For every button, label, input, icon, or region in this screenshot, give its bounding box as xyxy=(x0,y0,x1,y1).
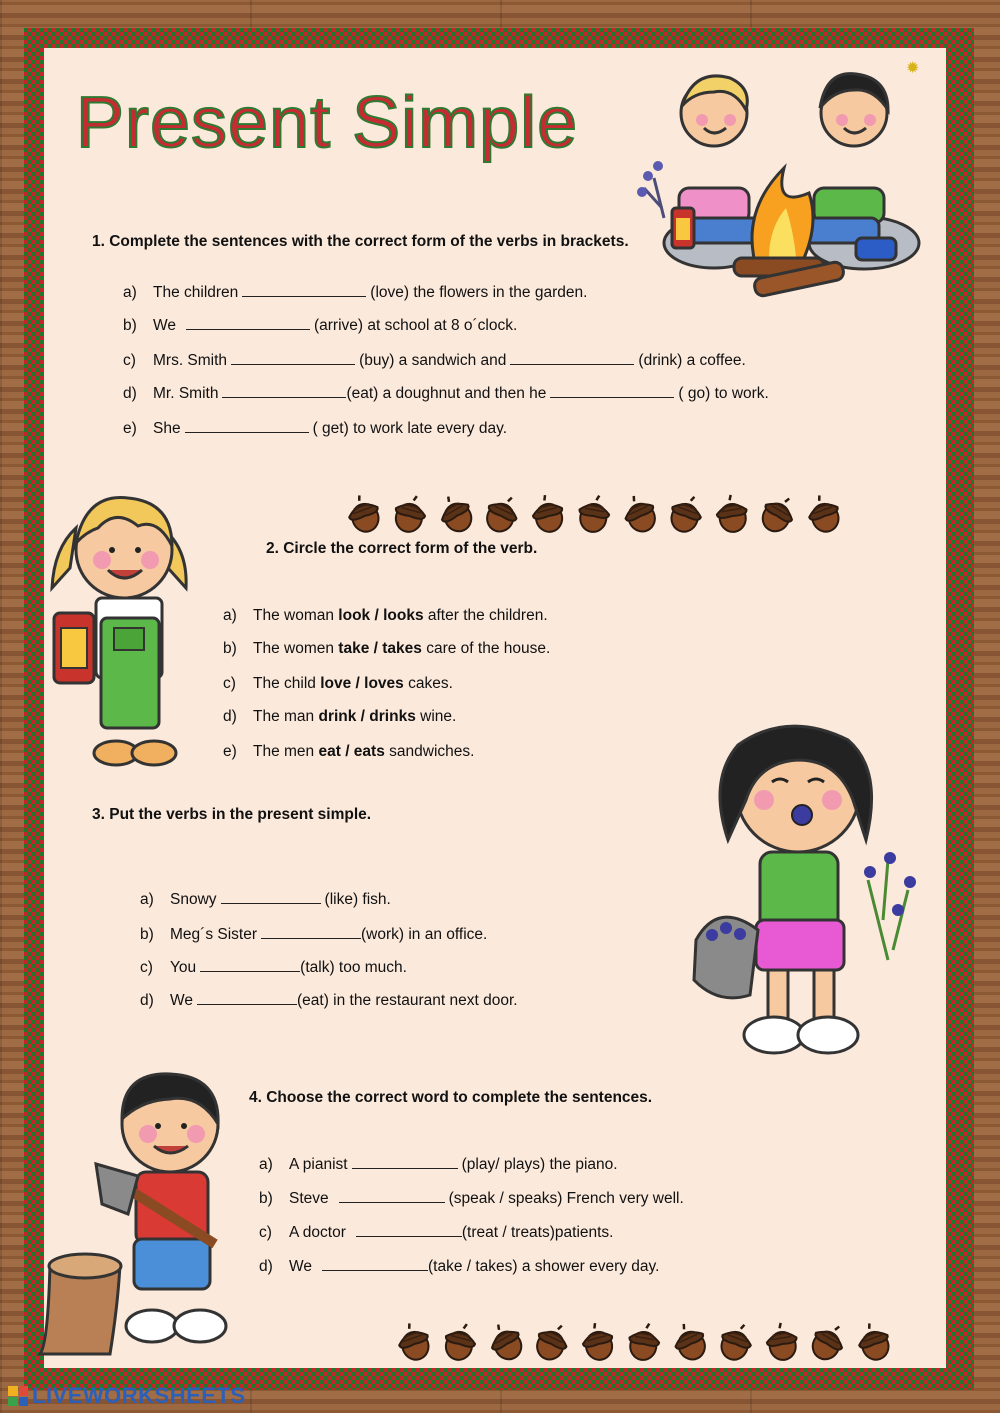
answer-blank[interactable] xyxy=(550,384,674,398)
acorn-icon xyxy=(392,494,428,539)
section-3-item-c: c) You (talk) too much. xyxy=(140,959,407,976)
acorn-icon xyxy=(484,494,520,539)
watermark-text: LIVEWORKSHEETS xyxy=(32,1383,246,1408)
answer-blank[interactable] xyxy=(197,991,297,1005)
acorn-icon xyxy=(718,1322,754,1367)
section-1-item-d: d) Mr. Smith (eat) a doughnut and then he ( go) to work. xyxy=(123,385,769,402)
section-2-instruction: 2. Circle the correct form of the verb. xyxy=(266,540,538,557)
logo-mark-icon xyxy=(8,1386,28,1406)
section-1-instruction: 1. Complete the sentences with the correct form of the verbs in brackets. xyxy=(92,233,629,250)
acorn-icon xyxy=(576,494,612,539)
acorn-icon xyxy=(438,494,474,539)
verb-choice[interactable]: eat / eats xyxy=(318,743,385,760)
answer-blank[interactable] xyxy=(352,1155,458,1169)
answer-blank[interactable] xyxy=(200,958,300,972)
section-2-item-e: e) The men eat / eats sandwiches. xyxy=(223,743,475,760)
section-4-item-a: a) A pianist (play/ plays) the piano. xyxy=(259,1156,618,1173)
section-4-item-d: d) We (take / takes) a shower every day. xyxy=(259,1258,660,1275)
acorn-icon xyxy=(346,494,382,539)
answer-blank[interactable] xyxy=(510,351,634,365)
section-1-item-e: e) She ( get) to work late every day. xyxy=(123,420,507,437)
section-4-item-b: b) Steve (speak / speaks) French very well. xyxy=(259,1190,684,1207)
liveworksheets-logo xyxy=(8,1383,246,1409)
acorn-icon xyxy=(810,1322,846,1367)
acorn-icon xyxy=(580,1322,616,1367)
answer-blank[interactable] xyxy=(242,283,366,297)
section-1-item-a: a) The children (love) the flowers in the garden. xyxy=(123,284,588,301)
girl-with-berries-illustration xyxy=(688,720,928,1065)
acorn-icon xyxy=(668,494,704,539)
boy-with-axe-illustration xyxy=(30,1064,230,1364)
acorn-icon xyxy=(714,494,750,539)
section-2-item-c: c) The child love / loves cakes. xyxy=(223,675,453,692)
verb-choice[interactable]: take / takes xyxy=(338,640,422,657)
verb-choice[interactable]: love / loves xyxy=(320,675,404,692)
acorn-icon xyxy=(806,494,842,539)
section-1-item-b: b) We (arrive) at school at 8 o´clock. xyxy=(123,317,518,334)
acorn-icon xyxy=(534,1322,570,1367)
answer-blank[interactable] xyxy=(339,1189,445,1203)
section-2-item-d: d) The man drink / drinks wine. xyxy=(223,708,457,725)
verb-choice[interactable]: look / looks xyxy=(338,607,424,624)
bee-icon: ✹ xyxy=(906,60,920,77)
answer-blank[interactable] xyxy=(261,925,361,939)
section-1-item-c: c) Mrs. Smith (buy) a sandwich and (drink) a coffee. xyxy=(123,352,746,369)
acorn-icon xyxy=(856,1322,892,1367)
acorn-border-top xyxy=(346,494,842,539)
answer-blank[interactable] xyxy=(231,351,355,365)
acorn-icon xyxy=(530,494,566,539)
section-2-item-b: b) The women take / takes care of the house. xyxy=(223,640,551,657)
answer-blank[interactable] xyxy=(186,316,310,330)
section-3-item-b: b) Meg´s Sister (work) in an office. xyxy=(140,926,488,943)
section-3-instruction: 3. Put the verbs in the present simple. xyxy=(92,806,372,823)
acorn-icon xyxy=(488,1322,524,1367)
answer-blank[interactable] xyxy=(222,384,346,398)
acorn-icon xyxy=(396,1322,432,1367)
campfire-kids-illustration xyxy=(634,58,934,298)
acorn-icon xyxy=(672,1322,708,1367)
section-2-item-a: a) The woman look / looks after the children. xyxy=(223,607,548,624)
acorn-icon xyxy=(626,1322,662,1367)
section-3-item-a: a) Snowy (like) fish. xyxy=(140,891,391,908)
acorn-icon xyxy=(764,1322,800,1367)
answer-blank[interactable] xyxy=(322,1257,428,1271)
answer-blank[interactable] xyxy=(356,1223,462,1237)
answer-blank[interactable] xyxy=(185,419,309,433)
acorn-icon xyxy=(760,494,796,539)
page-title: Present Simple xyxy=(76,83,579,163)
section-3-item-d: d) We (eat) in the restaurant next door. xyxy=(140,992,518,1009)
item-letter: a) xyxy=(123,284,137,301)
verb-choice[interactable]: drink / drinks xyxy=(318,708,416,725)
answer-blank[interactable] xyxy=(221,890,321,904)
acorn-border-bottom xyxy=(396,1322,892,1367)
acorn-icon xyxy=(622,494,658,539)
acorn-icon xyxy=(442,1322,478,1367)
girl-with-lantern-illustration xyxy=(46,488,196,773)
section-4-item-c: c) A doctor (treat / treats)patients. xyxy=(259,1224,614,1241)
section-4-instruction: 4. Choose the correct word to complete the sentences. xyxy=(249,1089,653,1106)
